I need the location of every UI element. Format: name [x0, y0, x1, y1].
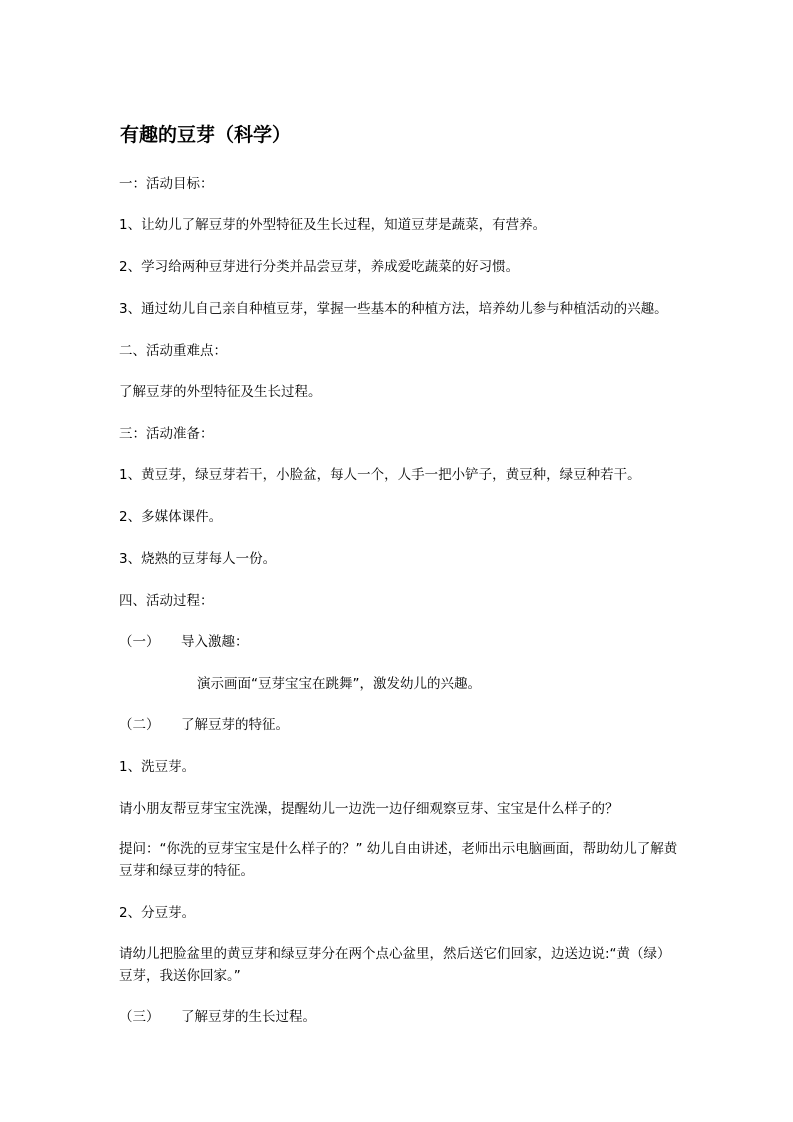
process-part-1-text: 演示画面“豆芽宝宝在跳舞”，激发幼儿的兴趣。: [197, 676, 481, 692]
process-step-wash: 1、洗豆芽。: [119, 759, 196, 775]
goal-item: 1、让幼儿了解豆芽的外型特征及生长过程，知道豆芽是蔬菜，有营养。: [119, 217, 547, 233]
process-step-wash-text: 请小朋友帮豆芽宝宝洗澡，提醒幼儿一边洗一边仔细观察豆芽、宝宝是什么样子的？: [119, 801, 619, 817]
document-title: 有趣的豆芽（科学）: [120, 124, 292, 146]
process-part-title: 了解豆芽的生长过程。: [181, 1009, 316, 1025]
goal-item: 3、通过幼儿自己亲自种植豆芽，掌握一些基本的种植方法，培养幼儿参与种植活动的兴趣。: [119, 301, 668, 317]
process-part-3-heading: [119, 1006, 316, 1028]
section-heading-preparation: 三：活动准备：: [119, 426, 214, 442]
section-heading-key-points: 二、活动重难点：: [119, 343, 227, 359]
process-step-sort-text: 请幼儿把脸盆里的黄豆芽和绿豆芽分在两个点心盆里，然后送它们回家，边送边说:“黄（绿）豆芽，我送你回家。”: [119, 946, 671, 984]
process-step-wash-question: 提问：“你洗的豆芽宝宝是什么样子的？” 幼儿自由讲述，老师出示电脑画面，帮助幼儿了解黄豆芽和绿豆芽的特征。: [119, 841, 678, 879]
preparation-item: 2、多媒体课件。: [119, 509, 223, 525]
process-part-label: （一）: [119, 634, 160, 650]
process-part-label: （三）: [119, 1009, 160, 1025]
preparation-item: 1、黄豆芽，绿豆芽若干，小脸盆，每人一个，人手一把小铲子，黄豆种，绿豆种若干。: [119, 467, 641, 483]
preparation-item: 3、烧熟的豆芽每人一份。: [119, 551, 277, 567]
process-part-title: 了解豆芽的特征。: [181, 717, 289, 733]
process-part-1-heading: [119, 631, 249, 653]
process-part-title: 导入激趣：: [181, 634, 249, 650]
process-step-sort: 2、分豆芽。: [119, 905, 196, 921]
goal-item: 2、学习给两种豆芽进行分类并品尝豆芽，养成爱吃蔬菜的好习惯。: [119, 259, 520, 275]
process-part-label: （二）: [119, 717, 160, 733]
process-part-2-heading: [119, 714, 289, 736]
section-heading-process: 四、活动过程：: [119, 593, 214, 609]
section-heading-goals: 一：活动目标：: [119, 176, 214, 192]
key-points-text: 了解豆芽的外型特征及生长过程。: [119, 384, 322, 400]
